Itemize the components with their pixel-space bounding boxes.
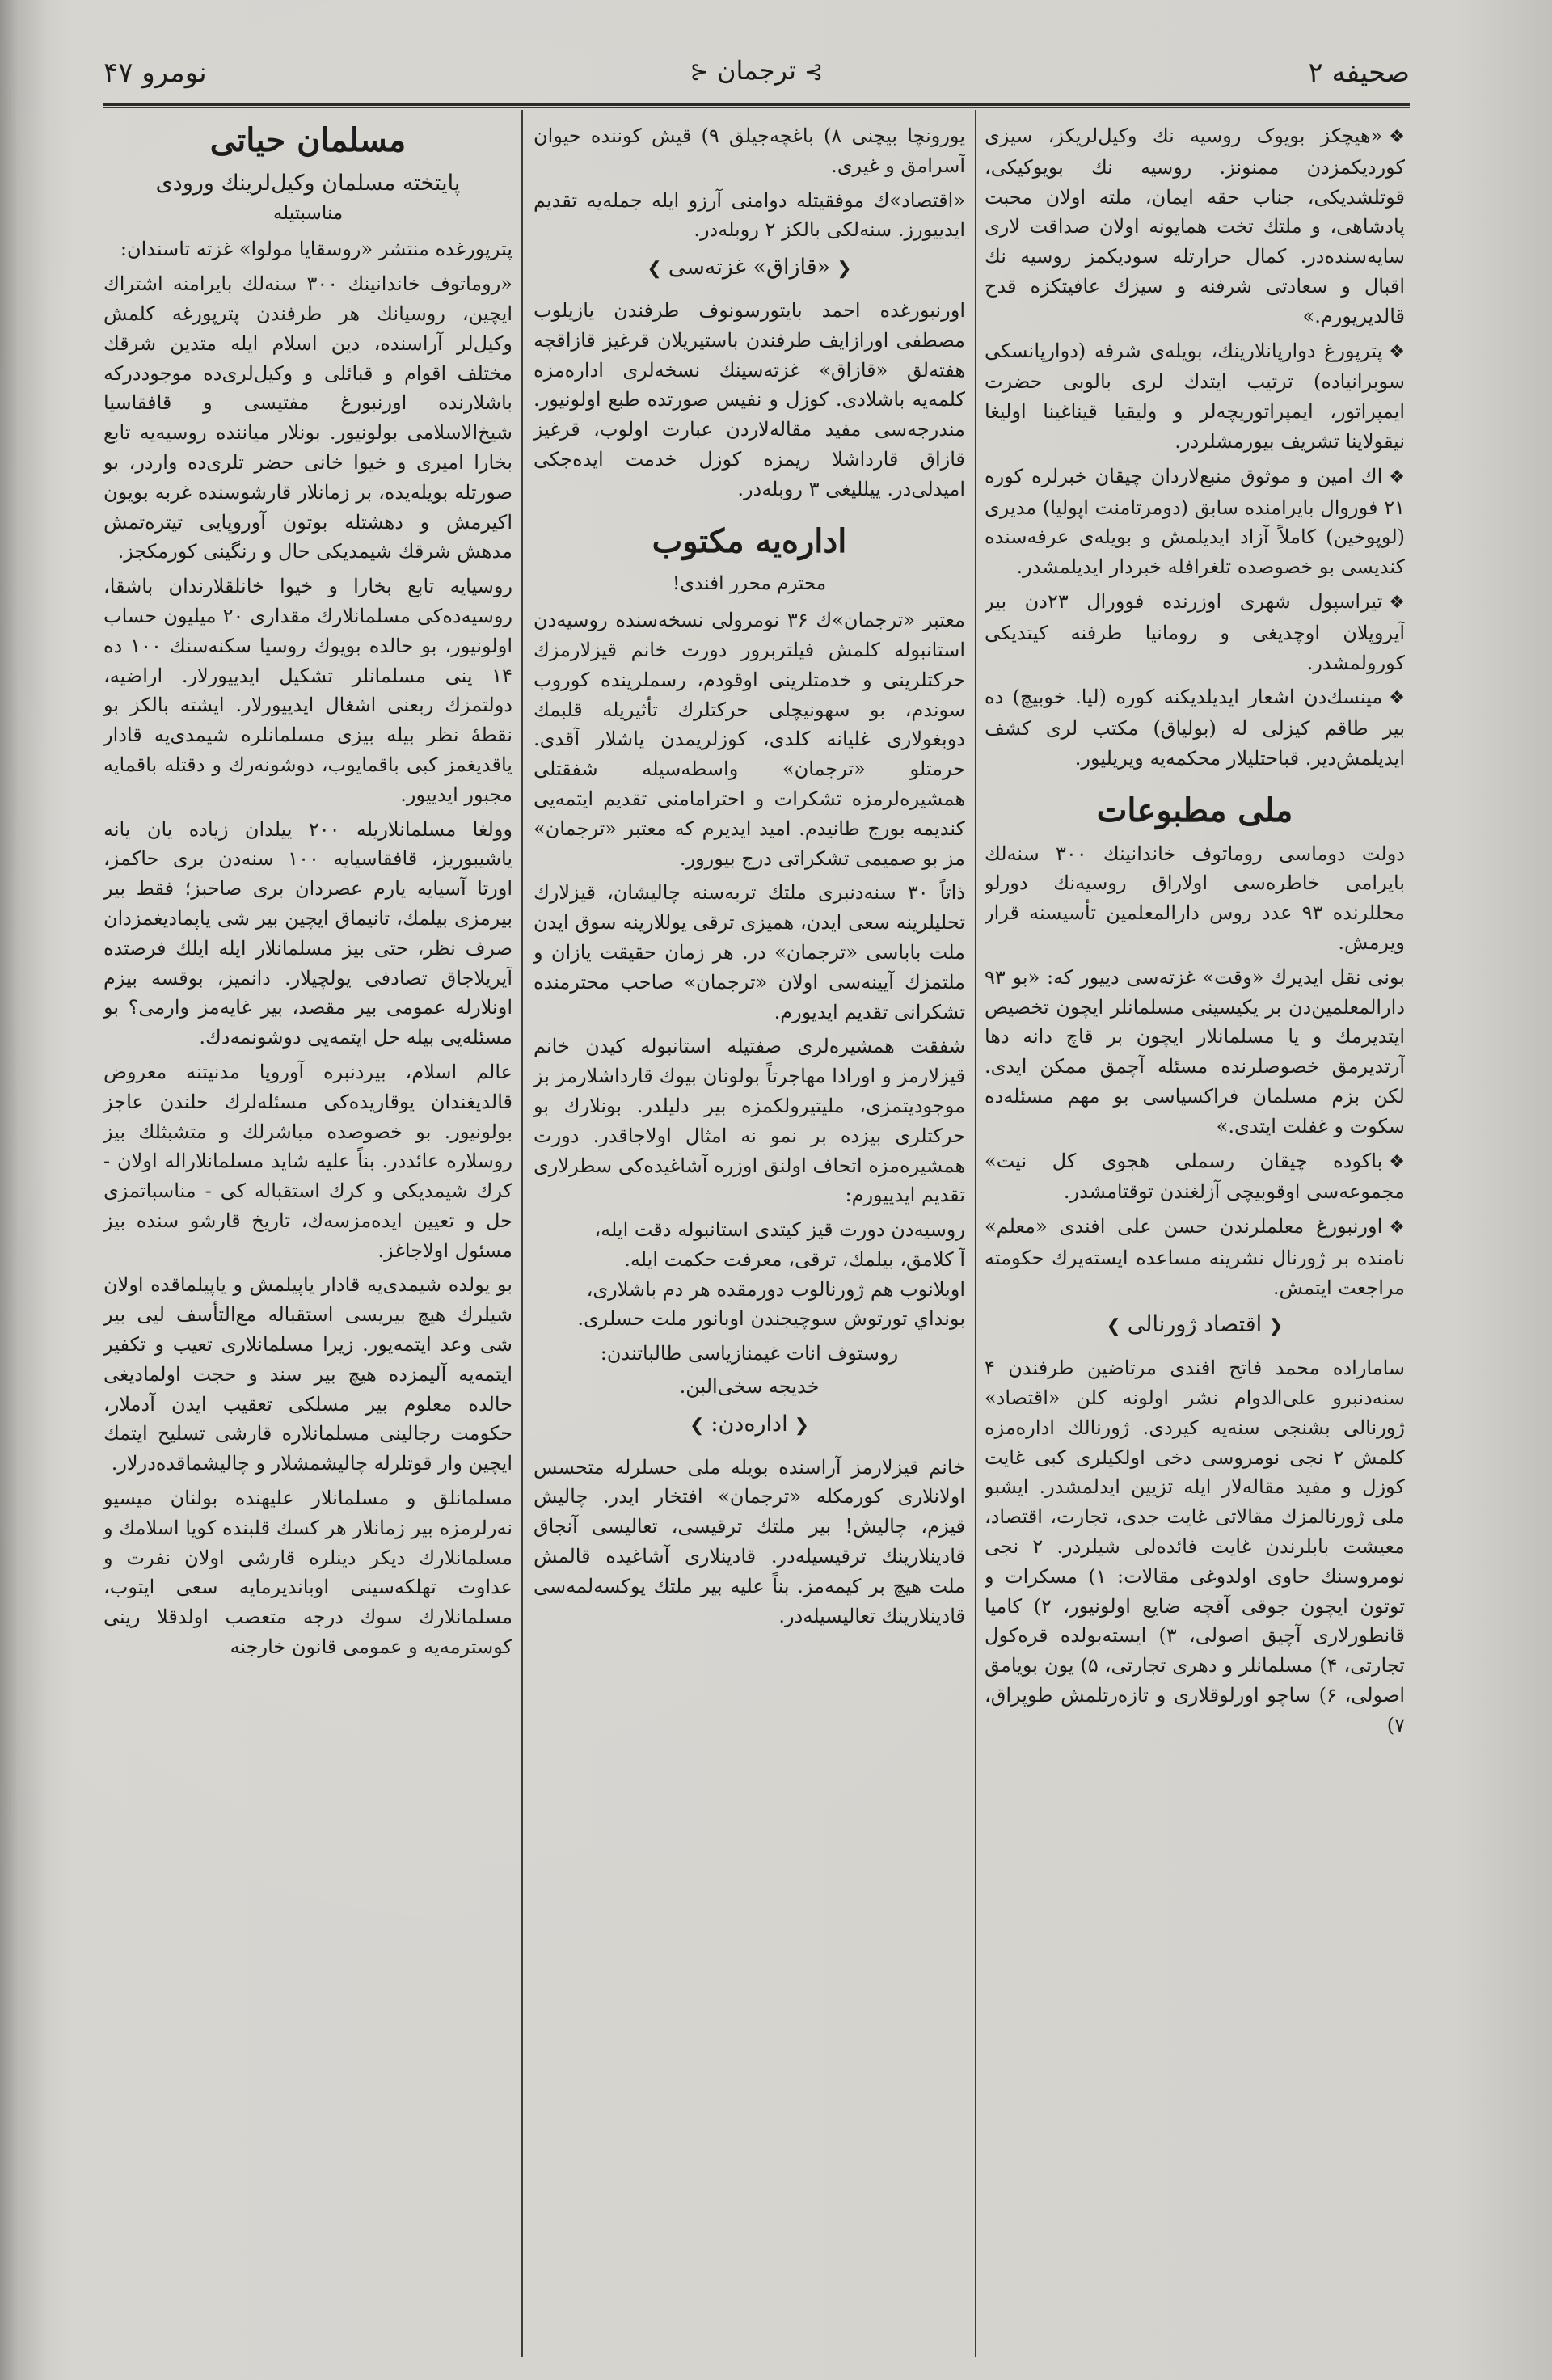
bullet-ornament-icon: ❖	[1389, 688, 1405, 709]
article-paragraph: ذاتاً ۳۰ سنه‌دنبری ملتك تربه‌سنه چالیشان، قیزلارك تحلیلرینه سعی ایدن، همیزی ترقی یوللارینه سوق ایدن ملت باباسی «ترجمان» در. هر زمان حقیقت یازان و ملتمزك آیینه‌سی اولان «ترجمان» صاحب محترمنده تشکرانی تقدیم ایدیورم.	[534, 881, 965, 1023]
bullet-ornament-icon: ❖	[1389, 1217, 1405, 1239]
letter-salutation: محترم محرر افندی!	[672, 573, 827, 595]
column-left	[103, 121, 512, 2353]
news-item: ❖مینسك‌دن اشعار ایدیلدیکنه کوره (لیا. خوبیچ) ده بیر طاقم کیزلی له (بولیاق) مکتب لری کشف ایدیلمش‌دیر. قباحتلیلار محکمه‌یه ویریلیور.	[985, 686, 1405, 770]
article-paragraph: معتبر «ترجمان»‌ك ۳۶ نومرولی نسخه‌سنده روسیه‌دن استانبوله کلمش فیلتربرور دورت خانم قیزلارمزك حرکتلرینی و خدمتلرینی اوقودم، رسملرینده کوروب سوندم، بو سهونیچلی حرکتلرك تأثیریله قلبمك دوبغولاری غلیانه کلدی، کوزلریمدن یاشلار آقدی. حرمتلو «ترجمان» واسطه‌سیله شفقتلی همشیره‌لرمزه تشکرات و احترامامنی تقدیم ایتمه‌یی کندیمه بورج طانیدم. امید ایدیرم که معتبر «ترجمان» مز بو صمیمی تشکراتی درج بیورور.	[534, 609, 965, 870]
news-item: ❖پترپورغ دوارپانلارینك، بویله‌ی شرفه (دوارپانسکی سوبرانیاده) ترتیب ایتدك لری بالوبی حضرت ایمپراتور، ایمپراتوریچه‌لر و ولیقیا قیناغینا اولیغا نیقولاینا تشریف بیورمشلردر.	[985, 339, 1405, 453]
page-header	[103, 50, 1410, 106]
poem-line: آ کلامق، بیلمك، ترقی، معرفت حکمت ایله.	[624, 1247, 965, 1271]
article-paragraph: اورنبورغده احمد بایتورسونوف طرفندن یازیلوب مصطفی اورازایف طرفندن باستیریلان قرغیز قازاقچه هفته‌لق «قازاق» غزته‌سینك نسخه‌لری اداره‌مزه کلمه‌یه باشلادی. کوزل و نفیس صورتده طبع اولونیور. مندرجه‌سی مفید مقاله‌لاردن عبارت اولوب، قرغیز قازاق قارداشلا ریمزه کوزل خدمت ایده‌جکی امیدلی‌در. ییللیغی ۳ روبله‌در.	[534, 298, 965, 500]
column-middle	[534, 121, 965, 2353]
page-number-label: صحیفه ۲	[1308, 57, 1410, 89]
poem-line: اویلانوب هم ژورنالوب دورمقده هر دم باشلاری،	[586, 1277, 965, 1301]
ornament-left-icon: ⊱	[804, 58, 824, 85]
poem-line: بونداي تورتوش سوچیجندن اوبانور ملت حسلری.	[577, 1307, 965, 1331]
king-speech-paragraph: ❖«هیچکز بویوک روسیه نك وکیل‌لریکز، سیزی کوردیکمزدن ممنونز. روسیه نك بویوکیکی، قوتلشدیکی، جناب حقه ایمان، ملته اولان محبت پادشاهی، و ملتك تخت همایونه اولان صداقت لاری سایه‌سنده‌در. کمال حرارتله سودیکمز روسیه نك اقبال و سعادتی شرفنه و سیزك عافیتکزه قدح قالدیریورم.»	[985, 124, 1405, 327]
bullet-ornament-icon: ❖	[1389, 592, 1405, 613]
article-paragraph: «اقتصاد»‌ك موفقیتله دوامنی آرزو ایله جمله‌یه تقدیم ایدییورز. سنه‌لکی بالکز ۲ روبله‌در.	[534, 188, 965, 242]
article-subtitle-2: مناسبتیله	[272, 202, 344, 224]
subsection-title-iqtisad: ❮اقتصاد ژورنالی❯	[1106, 1312, 1284, 1338]
ornament-right-icon: ⊰	[690, 58, 709, 85]
bullet-ornament-icon: ❖	[1389, 127, 1405, 147]
newspaper-title	[103, 55, 1410, 86]
column-divider-right	[975, 110, 976, 2357]
column-right	[985, 121, 1405, 2353]
column-divider-left	[521, 110, 523, 2357]
subsection-title-qazaq: ❮«قازاق» غزته‌سی❯	[647, 255, 852, 281]
header-rule	[103, 107, 1410, 108]
article-paragraph: سامارا‌ده محمد فاتح افندی مرتاضین طرفندن ۴ سنه‌دنبرو علی‌الدوام نشر اولونه کلن «اقتصاد» ژورنالی بشنجی سنه‌یه کیردی. ژورنالك اداره‌مزه کلمش ۲ نجی نومروسی دخی اولکیلری کبی غایت کوزل و مفید مقاله‌لار ایله تزیین ایدلمشدر. ایشبو ملی ژورنالمزك مقالاتی غایت جدی، تجارت، اقتصاد، معیشت بابلرندن غایت فائده‌لی شیلردر. ۲ نجی نومروسنك حاوی اولدوغی مقالات: ۱) مسکرات و توتون ایچون جوقی آقچه ضایع اولونیور، ۲) کامیا قانطورلاری آچیق اصولی، ۳) ایسته‌بولده قره‌کول تجارتی، ۴) مسلمانلر و دهری تجارتی، ۵) یون بویامق اصولی، ۶) ساچو اورلوقلاری و تازه‌رتلمش طوپراق، ۷)	[985, 1357, 1405, 1736]
article-subtitle: پایتخته مسلمان وکیل‌لرینك ورودی	[155, 170, 461, 196]
news-item: ❖اورنبورغ معلملرندن حسن علی افندی «معلم» نامنده بر ژورنال نشرینه مساعده ایسته‌یرك حکومته مراجعت ایتمش.	[985, 1215, 1405, 1299]
article-paragraph: عالم اسلام، بیردنبره آوروپا مدنیتنه معروض قالدیغندان یوقاریده‌کی مسئله‌لرك حلندن عاجز بولونیور. بو خصوصده مباشرلك و متشبثلك بیز روسلاره عائددر. بناً علیه شاید مسلمانلاراله اولان - کرك شیمدیکی و کرك استقباله کی - مناسباتمزی حل و تعیین ایده‌مزسه‌ك، تاریخ قارشو سنده بیز مسئول اولاجاغز.	[103, 1060, 512, 1262]
bullet-ornament-icon: ❖	[1389, 341, 1405, 362]
section-title-national-press: ملی مطبوعات	[1096, 791, 1293, 829]
article-paragraph: روسیایه تابع بخارا و خیوا خانلقلارندان باشقا، روسیه‌ده‌کی مسلمانلارك مقداری ۲۰ میلیون حساب اولونیور، بو حالده بویوك روسیا سکنه‌سنك ۱۰۰ ده ۱۴ ینی مسلمانلر تشکیل ایدییورلار. اراضیه، دولتمزك ربعنی اشغال ایدییورلار. ایشته بالکز بو نقطهٔ نظر بیله بیزی مسلمانلره شیمدی‌یه قادار یاقدیغمز کبی باقمایوب، دوشونه‌رك و دقتله باقمایه مجبور ایدییور.	[103, 575, 512, 806]
article-paragraph: بونی نقل ایدیرك «وقت» غزته‌سی دییور كه: «بو ۹۳ دارالمعلمین‌دن بر یکیسینی مسلمانلر ایچون تخصیص ایتدیرمك و یا مسلمانلار ایچون بر قاچ دانه دها آرتدیرمق خصوصلرنده مسئله آچمق ممکن ایدی. لکن بزم مسلمان فراکسیاسی بو مهم مسئله‌ده سکوت و غفلت ایتدی.»	[985, 965, 1405, 1137]
page-crease-shadow	[0, 0, 48, 2380]
news-item: ❖باکوده چیقان رسملی هجوی کل نیت» مجموعه‌سی اوقوبیچی آزلغندن توقتامشدر.	[985, 1149, 1405, 1204]
issue-number-label: نومرو ۴۷	[103, 57, 207, 89]
article-paragraph: دولت دوماسی روماتوف خاندانینك ۳۰۰ سنه‌لك بایرامی خاطره‌سی اولاراق روسیه‌نك دورلو محللرنده ۹۳ عدد روس دارالمعلمین تأسیسنه قرار ویرمش.	[985, 842, 1405, 954]
article-paragraph: شفقت همشیره‌لری صفتیله استانبوله کیدن خانم قیزلارمز و اورادا مهاجرتاً بولونان بیوك قارداشلارمز بز موجودیتمزی، ملیتیرولکمزه بیر دلیلدر. بونلارك بو حرکتلری بیزده بر نمو نه امثال اولاجاقدر. دورت همشیره‌مزه اتحاف اولنق اوزره آشاغیده‌کی سطرلاری تقدیم ایدییورم:	[534, 1035, 965, 1207]
letter-signature-line: روستوف انات غیمنازیاسی طالباتندن:	[600, 1342, 899, 1365]
article-paragraph: مسلمانلق و مسلمانلار علیهنده بولنان میسیو نه‌رلرمزه بیر زمانلار هر کسك قلبنده کویا اسلامك و مسلمانلارك دیکر دینلره قارشی اولان نفرت و عداوت تهلکه‌سینی اوباندیرمایه سعی ایتوب، مسلمانلارك سوك درجه متعصب اولدقلا رینی کوسترمه‌یه و عمومی قانون خارجنه	[103, 1487, 512, 1659]
news-item: ❖اك امین و موثوق منبع‌لاردان چیقان خبرلره کوره ۲۱ فوروال بایرامنده سابق (دومرتامنت‌ اپولیا) مدیری (لوپوخین) کاملاً آزاد ایدیلمش و بویله‌ی عرفه‌سنده کندیسی بو خصوصده تلغرافله خبردار ایدیلمشدر.	[985, 464, 1405, 579]
section-title-letter: اداره‌یه مکتوب	[652, 521, 847, 560]
bullet-ornament-icon: ❖	[1389, 1151, 1405, 1172]
news-item: ❖تیراسپول شهری اوزرنده فوورال ۲۳دن بیر آیروپلان اوچدیغی و رومانیا طرفنه کیتدیکی کورولمشدر.	[985, 589, 1405, 674]
article-paragraph: خانم قیزلارمز آراسنده بویله ملی حسلرله متحسس اولانلاری کورمکله «ترجمان» افتخار ایدر. چالیش قیزم، چالیش! بیر ملتك ترقیسی، تعالیسی آنجاق قادینلارینك ترقیسیله‌در. قادینلاری آشاغیده قالمش ملت هیچ بر کیمه‌مز. بناً علیه بیر ملتك یوکسه‌لمه‌سی قادینلارینك تعالیسیله‌در.	[534, 1455, 965, 1627]
article-paragraph: یورونچا بیچنی ۸) باغچه‌جیلق ۹) قیش کوننده حیوان آسرامق و غیری.	[534, 124, 965, 177]
article-paragraph: وولغا مسلمانلاریله ۲۰۰ ییلدان زیاده یان یانه یاشیبوریز، قافقاسیایه ۱۰۰ سنه‌دن بری حاکمز، اورتا آسیایه یارم عصردان بری صاحبز؛ فقط بیر بیرمزی بیلمك، تانیماق ایچین بیر شی یاپمادیغمزدان صرف نظر، حتی بیز مسلمانلار ایله ایلك فرصتده آیریلاجاق تصادفی یولچیلار. دانمیز، بوقسه بیزم اونلارله عمومی بیر مقصد، بیر غایه‌مز وارمی؟ بو مسئله‌یی بیله حل ایتمه‌یی دوشونمه‌دك.	[103, 817, 512, 1049]
article-paragraph: بو یولده شیمدی‌یه قادار یاپیلمش و یاپیلماقده اولان شیلرك هیچ بیریسی استقباله مع‌التأسف لیی بیر شی وعد ایتمه‌یور. زیرا مسلمانلاری تعیب و تکفیر ایتمه‌یه آلیمزده هیچ بیر سند و حجت اولمادیغی حالده معلوم بیر مسلکی تعقیب ایدن آدملار، حکومت رجالینی مسلمانلاره قارشی تسلیح ایتمك ایچین وار قوتلرله چالیشمشلار و چالیشماقده‌درلار.	[103, 1273, 512, 1475]
bullet-ornament-icon: ❖	[1389, 466, 1405, 487]
article-paragraph: پترپورغده منتشر «روسقایا مولوا» غزته‌ تاسندان:	[120, 238, 512, 261]
section-title-muslim-life: مسلمان حیاتی	[209, 121, 407, 159]
newspaper-name: ترجمان	[716, 55, 797, 86]
poem-line: روسیه‌دن دورت قیز کیتدی استانبوله دقت ایله،	[594, 1218, 965, 1242]
article-paragraph: «روماتوف خاندانینك ۳۰۰ سنه‌لك بایرامنه اشتراك ایچین، روسیانك هر طرفندن پترپورغه کلمش وکیل‌لر آراسنده، دین اسلام ایله متدین شرقك مختلف اقوام و قبائلی و وکیل‌لری‌ده موجوددرکه باشلارنده اورنبورغ مفتیسی و قافقاسیا شیخ‌الاسلامی بولونیور. بونلار میاننده روسیه‌یه تابع بخارا امیری و خیوا خانی حضر تلری‌ده واردر، بو صورتله بویله‌یده، بر زمانلار قارشوسنده غربه بویون اکیرمش و دهشتله بوتون آوروپایی تیتره‌تمش مدهش شرقك شیمدیکی حال و رنگینی کورمکجز.	[103, 272, 512, 563]
editor-note-title: ❮اداره‌دن:❯	[689, 1411, 810, 1437]
letter-signature-name: خدیجه سخی‌البن.	[679, 1375, 820, 1399]
